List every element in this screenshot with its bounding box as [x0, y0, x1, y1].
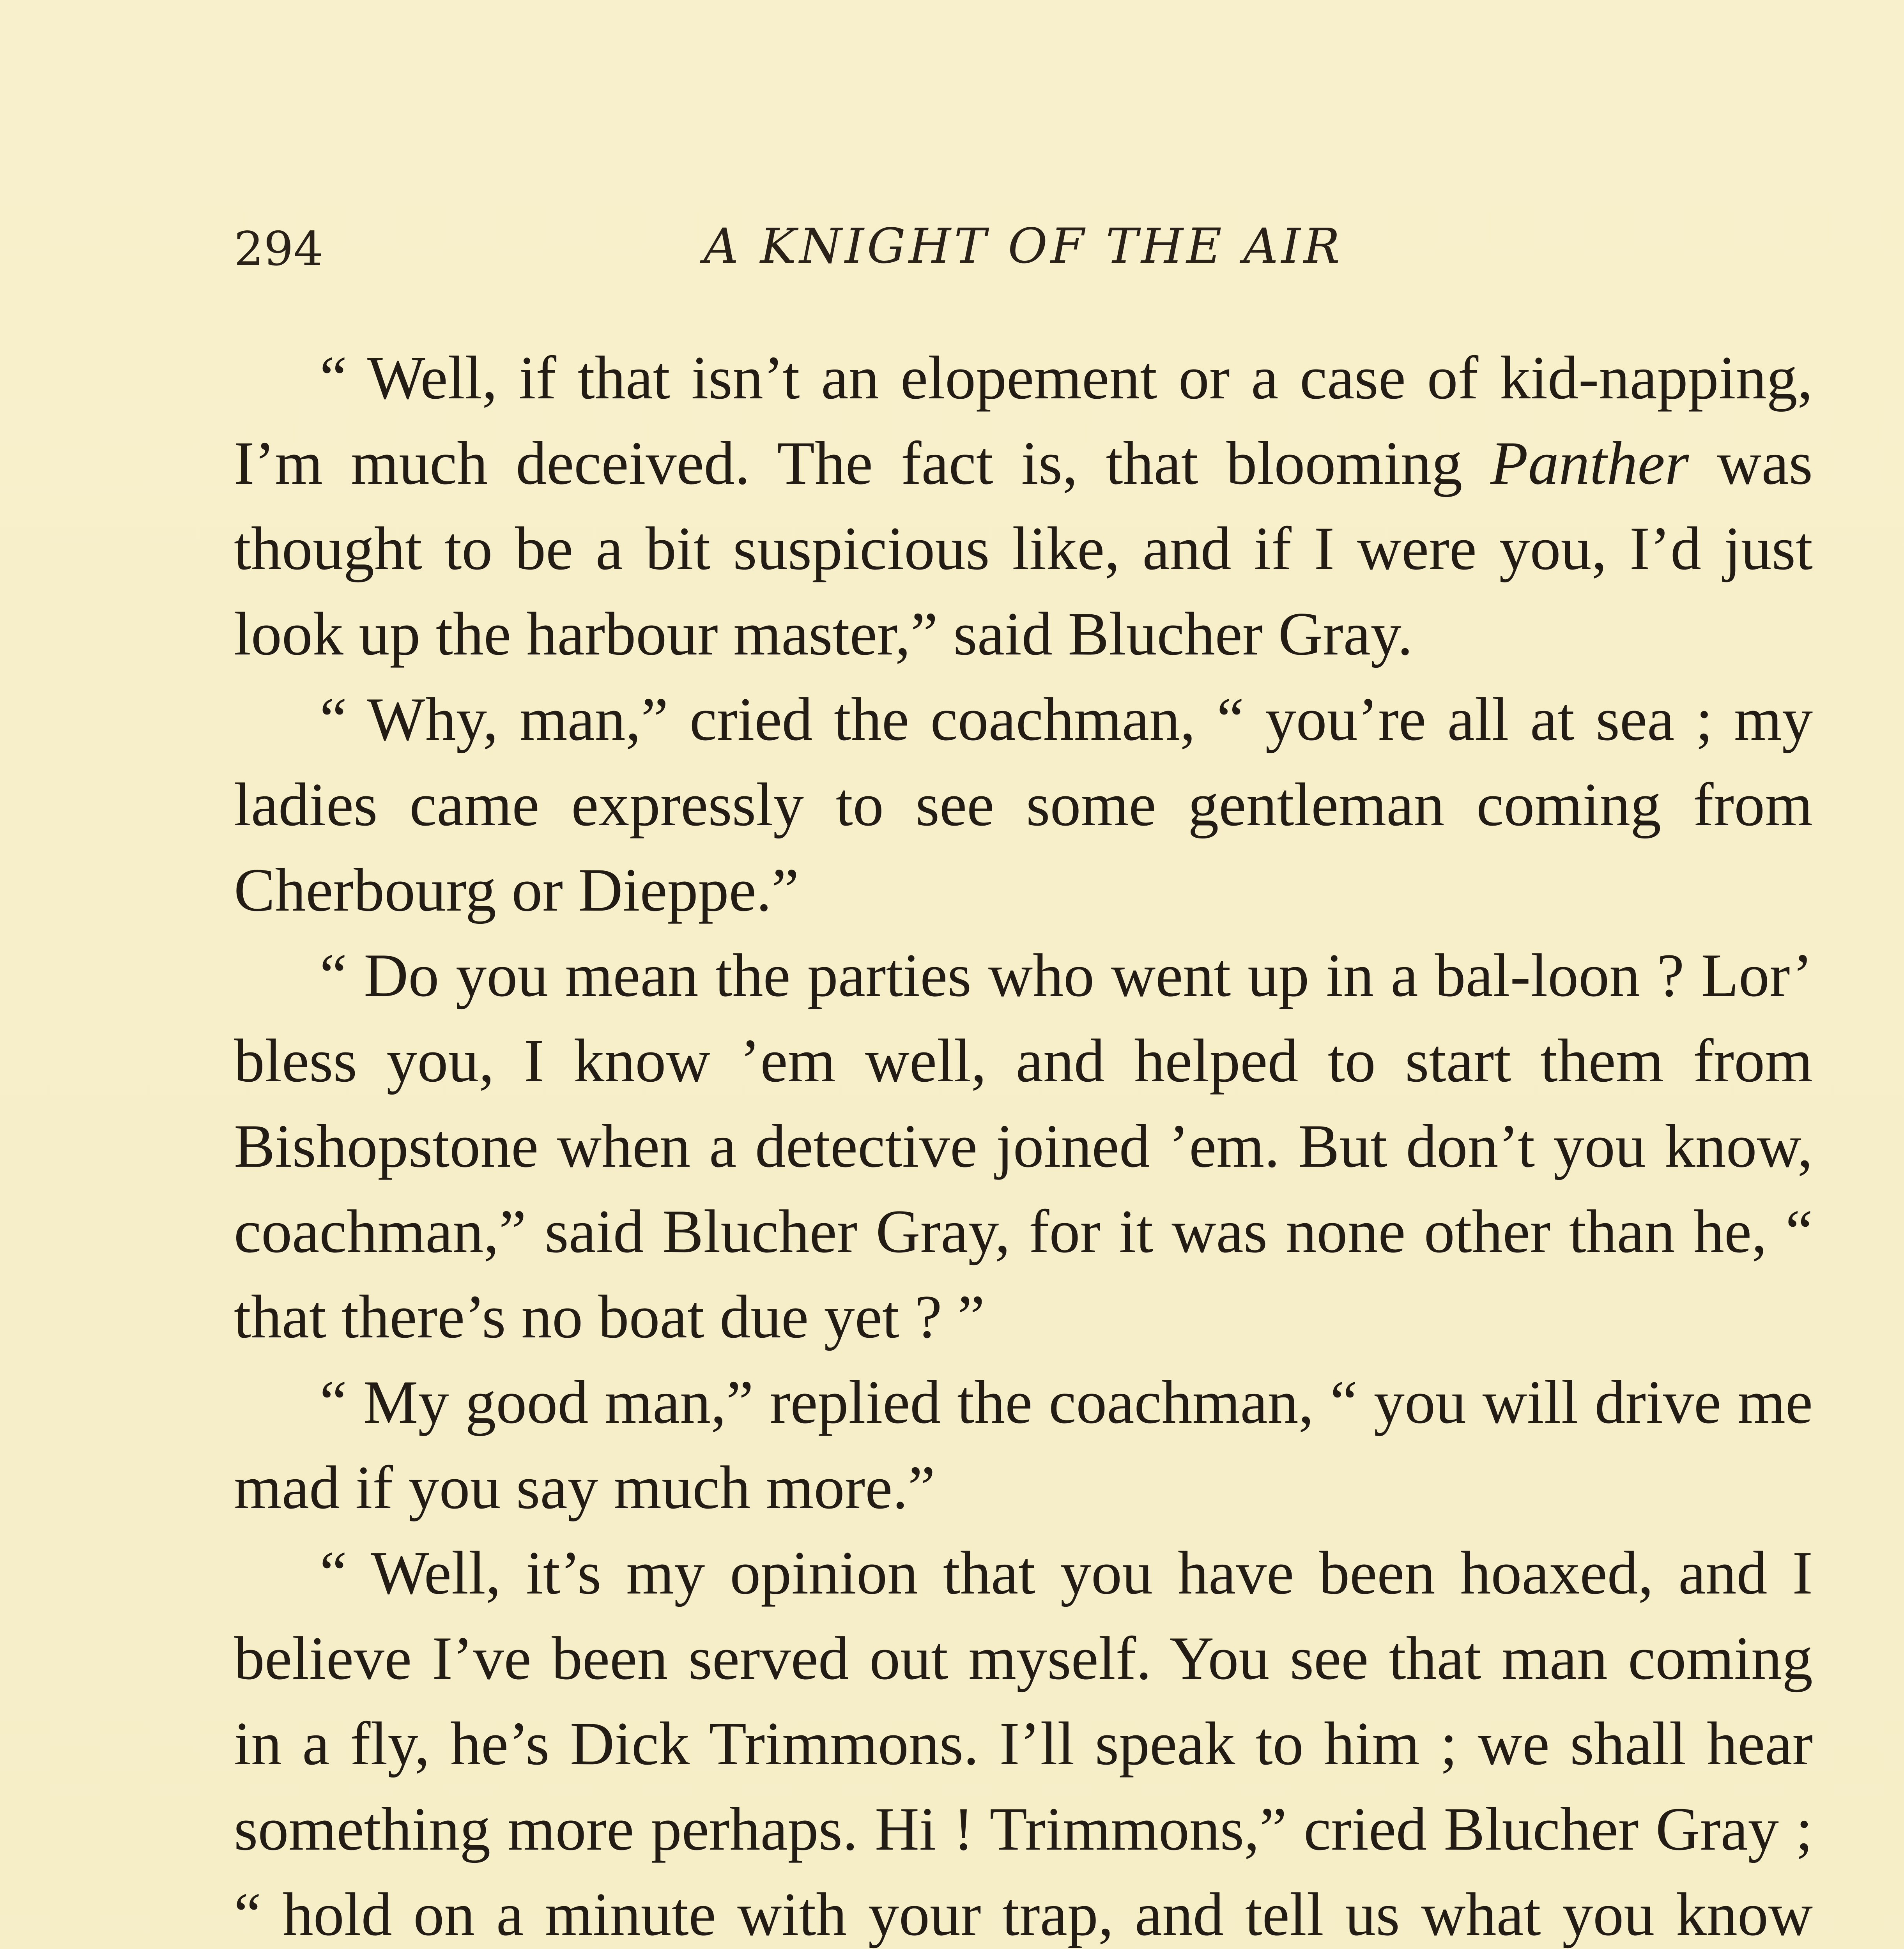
text-run: “ My good man,” replied the coachman, “ you will drive me mad if you say much more.”	[234, 1368, 1813, 1522]
paragraph	[234, 1530, 1813, 1949]
text-run: “ Why, man,” cried the coachman, “ you’re all at sea ; my ladies came expressly to see some gentleman coming from Cherbourg or Dieppe.”	[234, 685, 1813, 924]
paragraph	[234, 335, 1813, 677]
page-body	[234, 335, 1813, 1949]
text-run: “ Well, it’s my opinion that you have been hoaxed, and I believe I’ve been served out myself. You see that man coming in a fly, he’s Dick Trimmons. I’ll speak to him ; we shall hear something more perhaps. Hi ! Trimmons,” cried Blucher Gray ; “ hold on a minute with your trap, and tell us what you know	[234, 1539, 1813, 1949]
italic-text: Panther	[1490, 429, 1689, 497]
text-run: “ Do you mean the parties who went up in a bal-loon ? Lor’ bless you, I know ’em well, and helped to start them from Bishopstone when a detective joined ’em. But don’t you know, coachman,” said Blucher Gray, for it was none other than he, “ that there’s no boat due yet ? ”	[234, 941, 1813, 1351]
running-title: A KNIGHT OF THE AIR	[703, 218, 1343, 274]
page-number: 294	[234, 222, 324, 276]
text-run: “ Well, if that isn’t an elopement or a case of kid-napping, I’m much deceived. The fact is, that blooming	[234, 344, 1813, 497]
paragraph	[234, 1360, 1813, 1530]
page-header	[234, 218, 1813, 304]
paragraph	[234, 933, 1813, 1360]
paragraph	[234, 677, 1813, 933]
text-run: was thought to be a bit suspicious like, and if I were you, I’d just look up the harbour master,” said Blucher Gray.	[234, 429, 1813, 668]
